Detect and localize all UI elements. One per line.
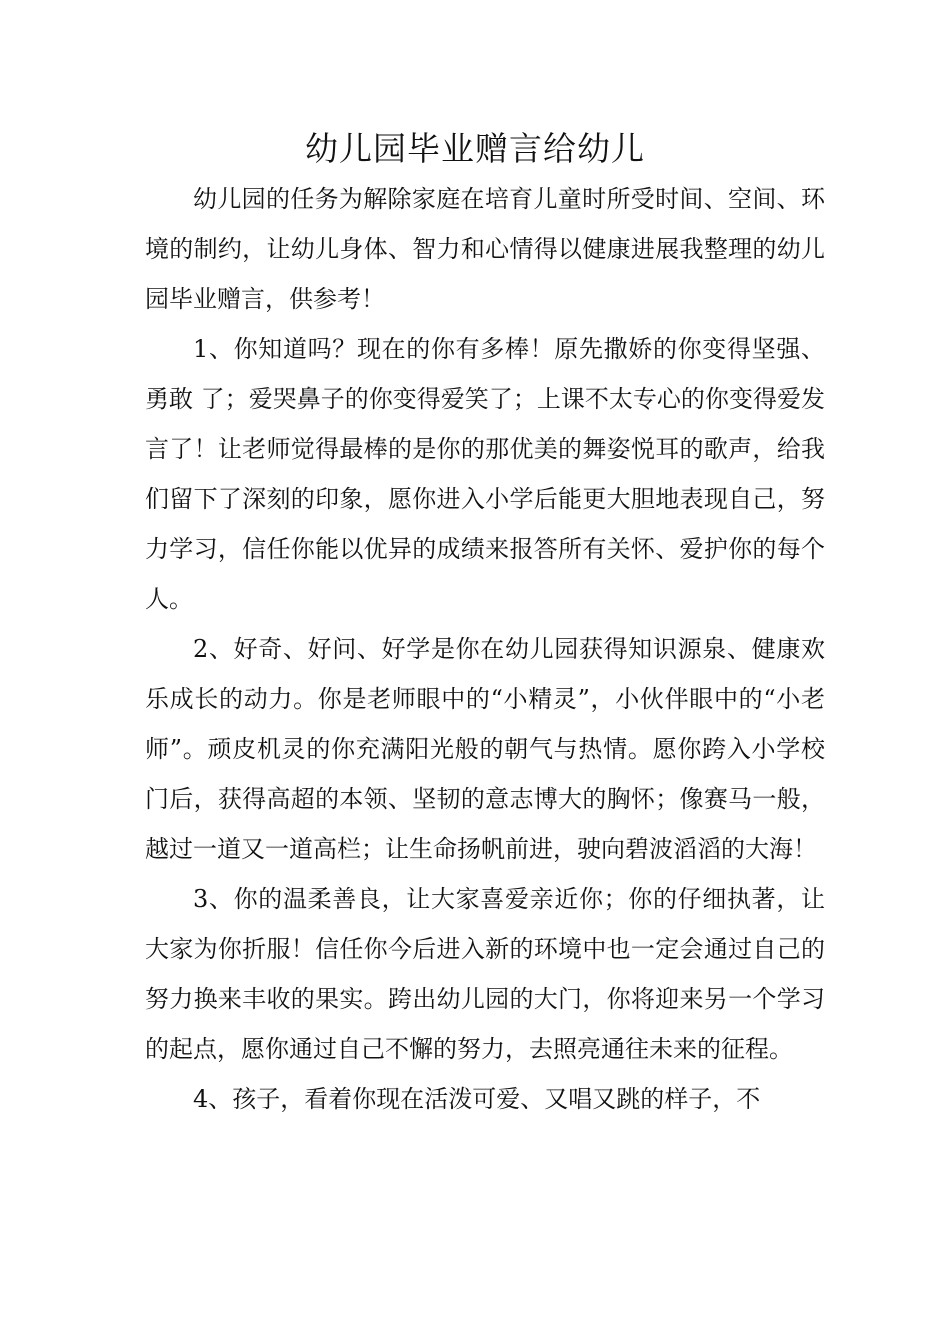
- paragraph-3: 3、你的温柔善良，让大家喜爱亲近你；你的仔细执著，让大家为你折服！信任你今后进入新的环境中也一定会通过自己的努力换来丰收的果实。跨出幼儿园的大门，你将迎来另一个学习的起点，愿你通过自己不懈的努力，去照亮通往未来的征程。: [145, 885, 825, 1063]
- document-body: [145, 174, 825, 1124]
- paragraph-intro: 幼儿园的任务为解除家庭在培育儿童时所受时间、空间、环境的制约，让幼儿身体、智力和心情得以健康进展我整理的幼儿园毕业赠言，供参考！: [145, 185, 825, 313]
- paragraph-4: 4、孩子，看着你现在活泼可爱、又唱又跳的样子，不: [193, 1085, 761, 1113]
- paragraph-1: 1、你知道吗？现在的你有多棒！原先撒娇的你变得坚强、勇敢 了；爱哭鼻子的你变得爱笑了；上课不太专心的你变得爱发言了！让老师觉得最棒的是你的那优美的舞姿悦耳的歌声，给我们留下了深刻的印象，愿你进入小学后能更大胆地表现自己，努力学习，信任你能以优异的成绩来报答所有关怀、爱护你的每个人。: [145, 335, 825, 613]
- document-title: 幼儿园毕业赠言给幼儿: [305, 129, 645, 168]
- paragraph-2: 2、好奇、好问、好学是你在幼儿园获得知识源泉、健康欢乐成长的动力。你是老师眼中的“小精灵”，小伙伴眼中的“小老师”。顽皮机灵的你充满阳光般的朝气与热情。愿你跨入小学校门后，获得高超的本领、坚韧的意志博大的胸怀；像赛马一般，越过一道又一道高栏；让生命扬帆前进，驶向碧波滔滔的大海！: [145, 635, 825, 863]
